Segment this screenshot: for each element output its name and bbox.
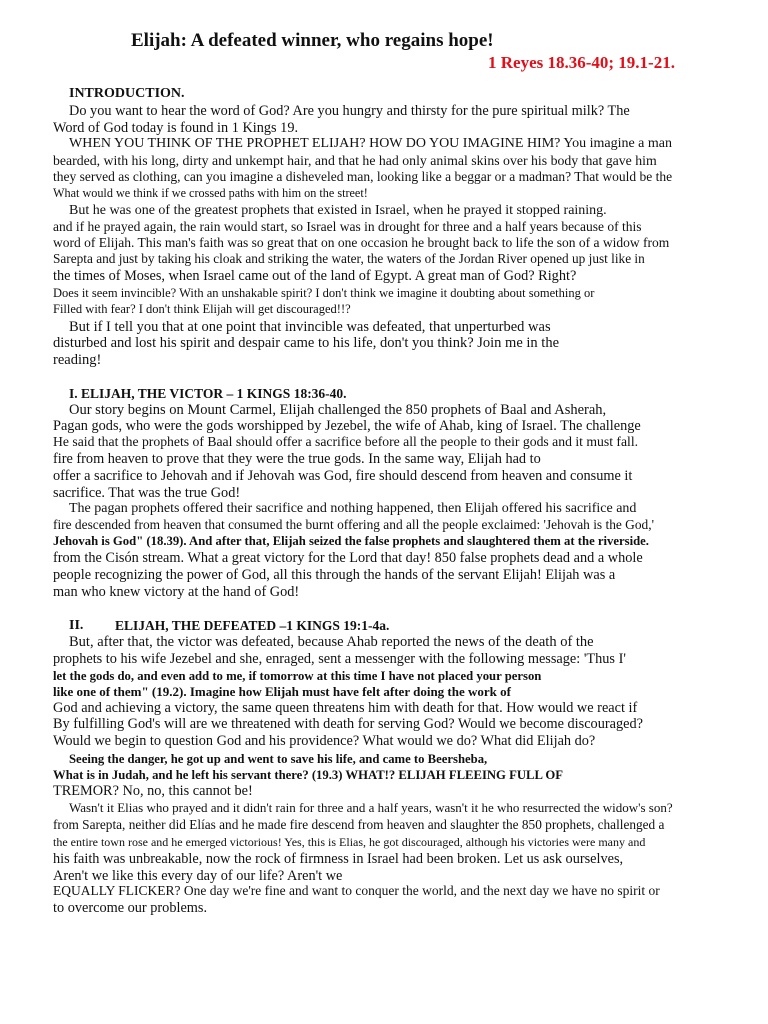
text-line: INTRODUCTION.	[69, 86, 185, 101]
text-line: reading!	[53, 352, 102, 368]
text-line: disturbed and lost his spirit and despair came to his life, don't you think? Join me in the	[53, 335, 560, 351]
text-line: ELIJAH, THE DEFEATED –1 KINGS 19:1-4a.	[115, 618, 390, 633]
text-line: Word of God today is found in 1 Kings 19.	[53, 120, 299, 136]
text-line: bearded, with his long, dirty and unkempt hair, and that he had only animal skins over his body that gave him	[53, 153, 657, 168]
text-line: word of Elijah. This man's faith was so great that on one occasion he brought back to life the son of a widow from	[53, 235, 670, 250]
text-line: Filled with fear? I don't think Elijah will get discouraged!!?	[53, 302, 351, 316]
text-line: man who knew victory at the hand of God!	[53, 584, 300, 600]
text-line: Sarepta and just by taking his cloak and striking the water, the waters of the Jordan River opened up just like in	[53, 251, 645, 266]
text-line: I. ELIJAH, THE VICTOR – 1 KINGS 18:36-40.	[69, 386, 347, 401]
text-line: the times of Moses, when Israel came out of the land of Egypt. A great man of God? Right?	[53, 268, 577, 284]
scripture-reference: 1 Reyes 18.36-40; 19.1-21.	[488, 53, 675, 72]
text-line: WHEN YOU THINK OF THE PROPHET ELIJAH? HOW DO YOU IMAGINE HIM? You imagine a man	[69, 136, 672, 151]
text-line: offer a sacrifice to Jehovah and if Jehovah was God, fire should descend from heaven and consume it	[53, 468, 633, 484]
text-line: people recognizing the power of God, all this through the hands of the servant Elijah! Elijah was a	[53, 567, 616, 583]
text-line: II.	[69, 618, 84, 633]
text-line: fire from heaven to prove that they were the true gods. In the same way, Elijah had to	[53, 451, 541, 467]
text-line: What is in Judah, and he left his servant there? (19.3) WHAT!? ELIJAH FLEEING FULL OF	[53, 768, 564, 782]
text-line: his faith was unbreakable, now the rock of firmness in Israel had been broken. Let us ask ourselves,	[53, 851, 624, 867]
text-line: and if he prayed again, the rain would start, so Israel was in drought for three and a half years because of this	[53, 219, 642, 234]
text-line: like one of them" (19.2). Imagine how Elijah must have felt after doing the work of	[53, 684, 511, 699]
text-line: from Sarepta, neither did Elías and he made fire descend from heaven and slaughter the 850 prophets, challenged a	[53, 817, 665, 832]
text-line: to overcome our problems.	[53, 900, 208, 916]
text-line: But he was one of the greatest prophets that existed in Israel, when he prayed it stopped raining.	[69, 203, 607, 218]
document-title: Elijah: A defeated winner, who regains hope!	[131, 30, 494, 51]
text-line: Wasn't it Elias who prayed and it didn't rain for three and a half years, wasn't it he who resurrected the widow's son?	[69, 800, 673, 815]
text-line: Our story begins on Mount Carmel, Elijah challenged the 850 prophets of Baal and Asherah,	[69, 402, 607, 418]
text-line: the entire town rose and he emerged victorious! Yes, this is Elias, he got discouraged, although his victories were many and	[53, 835, 646, 849]
text-line: they served as clothing, can you imagine a disheveled man, looking like a beggar or a madman? That would be the	[53, 169, 673, 184]
text-line: sacrifice. That was the true God!	[53, 485, 241, 501]
text-line: By fulfilling God's will are we threatened with death for serving God? Would we become discouraged?	[53, 716, 643, 732]
text-line: What would we think if we crossed paths with him on the street!	[53, 186, 368, 200]
text-line: Aren't we like this every day of our life? Aren't we	[53, 868, 343, 884]
text-line: But if I tell you that at one point that invincible was defeated, that unperturbed was	[69, 319, 551, 335]
text-line: Would we begin to question God and his providence? What would we do? What did Elijah do?	[53, 733, 596, 749]
text-line: let the gods do, and even add to me, if tomorrow at this time I have not placed your person	[53, 669, 542, 683]
text-line: Do you want to hear the word of God? Are you hungry and thirsty for the pure spiritual milk? The	[69, 103, 630, 119]
text-line: prophets to his wife Jezebel and she, enraged, sent a messenger with the following message: 'Thus I'	[53, 651, 626, 667]
text-line: Jehovah is God" (18.39). And after that, Elijah seized the false prophets and slaughtered them at the riverside.	[53, 534, 649, 548]
text-line: But, after that, the victor was defeated, because Ahab reported the news of the death of the	[69, 634, 594, 650]
text-line: EQUALLY FLICKER? One day we're fine and want to conquer the world, and the next day we have no spirit or	[53, 883, 660, 898]
text-line: Does it seem invincible? With an unshakable spirit? I don't think we imagine it doubting about something or	[53, 286, 595, 300]
text-line: He said that the prophets of Baal should offer a sacrifice before all the people to their gods and it must fall.	[53, 434, 639, 449]
text-line: The pagan prophets offered their sacrifice and nothing happened, then Elijah offered his sacrifice and	[69, 501, 637, 516]
text-line: Pagan gods, who were the gods worshipped by Jezebel, the wife of Ahab, king of Israel. The challenge	[53, 418, 641, 434]
text-line: TREMOR? No, no, this cannot be!	[53, 783, 253, 799]
text-line: fire descended from heaven that consumed the burnt offering and all the people exclaimed: 'Jehovah is the God,'	[53, 517, 655, 532]
text-line: Seeing the danger, he got up and went to save his life, and came to Beersheba,	[69, 752, 488, 766]
text-line: God and achieving a victory, the same queen threatens him with death for that. How would we react if	[53, 700, 638, 716]
text-line: from the Cisón stream. What a great victory for the Lord that day! 850 false prophets dead and a whole	[53, 550, 643, 566]
